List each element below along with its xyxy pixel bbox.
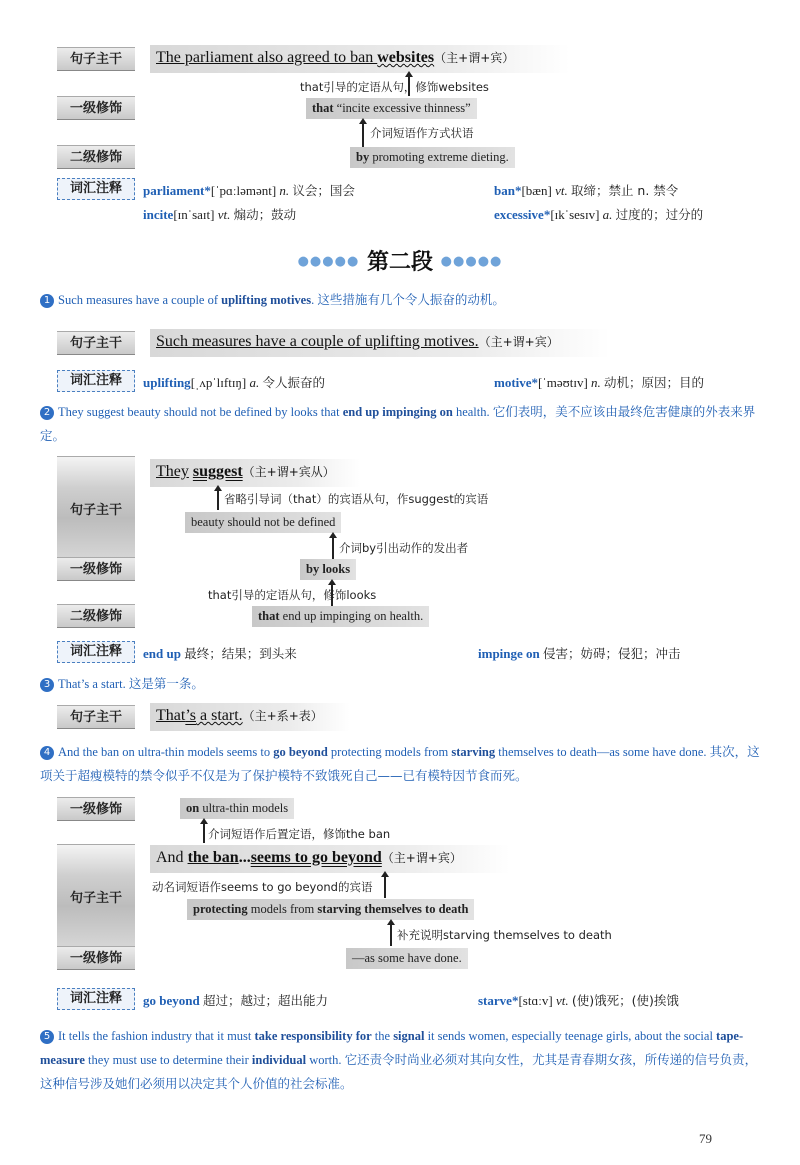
paragraph-sentence: 2 They suggest beauty should not be defined by looks that end up impinging on health. 它们表明，美不应该由最终危害健康的外表来界定。 (40, 404, 756, 443)
up-arrow-icon (217, 490, 219, 510)
modifier-chip: that “incite excessive thinness” (306, 98, 477, 119)
vocab-entry: incite[ɪnˈsaɪt] vt. 煽动；鼓动 (143, 207, 297, 222)
row-label-main: 句子主干 (57, 456, 135, 560)
sentence-number-badge: 4 (40, 746, 54, 760)
sentence-number-badge: 1 (40, 294, 54, 308)
vocab-entry: end up 最终；结果；到头来 (143, 646, 297, 661)
row-label-level1: 一级修饰 (57, 797, 135, 821)
row-label-level2: 二级修饰 (57, 604, 135, 628)
sentence-text: The parliament also agreed to ban (156, 49, 378, 66)
row-label-level1: 一级修饰 (57, 96, 135, 120)
analysis-note: 补充说明starving themselves to death (397, 928, 612, 942)
sentence-number-badge: 3 (40, 678, 54, 692)
up-arrow-icon (384, 876, 386, 898)
vocab-label: 词汇注释 (57, 988, 135, 1010)
up-arrow-icon (390, 924, 392, 946)
modifier-chip: by looks (300, 559, 356, 580)
vocab-entry: parliament*[ˈpɑːləmənt] n. 议会；国会 (143, 183, 355, 198)
sentence-structure: （主+谓+宾） (434, 51, 515, 65)
section-title: ●●●●● 第二段 ●●●●● (297, 250, 503, 275)
row-label-level1: 一级修饰 (57, 557, 135, 581)
row-label-level2: 二级修饰 (57, 145, 135, 169)
dots-decoration: ●●●●● (297, 254, 360, 269)
modifier-chip: that end up impinging on health. (252, 606, 429, 627)
modifier-chip: by promoting extreme dieting. (350, 147, 515, 168)
analysis-note: 省略引导词（that）的宾语从句，作suggest的宾语 (224, 492, 489, 506)
up-arrow-icon (203, 823, 205, 843)
up-arrow-icon (362, 123, 364, 147)
vocab-entry: excessive*[ɪkˈsesɪv] a. 过度的；过分的 (494, 207, 704, 222)
analysis-note: 介词短语作后置定语，修饰the ban (208, 827, 391, 841)
main-sentence: And the ban...seems to go beyond（主+谓+宾） (150, 845, 510, 873)
vocab-entry: ban*[bæn] vt. 取缔；禁止 n. 禁令 (494, 183, 679, 198)
modifier-chip: —as some have done. (346, 948, 468, 969)
analysis-note: that引导的定语从句，修饰websites (300, 80, 489, 94)
vocab-entry: starve*[stɑːv] vt. (使)饿死；(使)挨饿 (478, 993, 679, 1008)
vocab-label: 词汇注释 (57, 370, 135, 392)
sentence-number-badge: 5 (40, 1030, 54, 1044)
main-sentence: They suggest（主+谓+宾从） (150, 459, 360, 487)
row-label-main: 句子主干 (57, 844, 135, 948)
dots-decoration: ●●●●● (440, 254, 503, 269)
clause-chip: beauty should not be defined (185, 512, 341, 533)
paragraph-sentence: 5 It tells the fashion industry that it must take responsibility for the signal it sends women, especially teenage girls, about the social tape-measure they must use to determine their individual worth. 它还责令时尚业必须对其向女性，尤其是青春期女孩，所传递的信号负责，这种信号涉及她们必须用以决定其个人价值的社会标准。 (40, 1029, 758, 1091)
sentence-key: websites (377, 49, 435, 66)
row-label-level1: 一级修饰 (57, 946, 135, 970)
modifier-chip: on ultra-thin models (180, 798, 294, 819)
clause-chip: protecting models from starving themselves to death (187, 899, 474, 920)
vocab-label: 词汇注释 (57, 178, 135, 200)
main-sentence: Such measures have a couple of uplifting motives.（主+谓+宾） (150, 329, 610, 357)
vocab-label: 词汇注释 (57, 641, 135, 663)
vocab-entry: impinge on 侵害；妨碍；侵犯；冲击 (478, 646, 681, 661)
paragraph-sentence: 1 Such measures have a couple of uplifting motives. 这些措施有几个令人振奋的动机。 (40, 288, 760, 312)
page-number: 79 (699, 1131, 712, 1146)
main-sentence (150, 45, 570, 73)
row-label-main: 句子主干 (57, 331, 135, 355)
paragraph-sentence: 3 That’s a start. 这是第一条。 (40, 672, 760, 696)
vocab-entry: uplifting[ˌʌpˈlɪftɪŋ] a. 令人振奋的 (143, 375, 325, 390)
analysis-note: 介词短语作方式状语 (370, 126, 474, 140)
paragraph-sentence: 4 And the ban on ultra-thin models seems to go beyond protecting models from starving themselves to death—as some have done. 其次，这项关于超瘦模特的禁令似乎不仅是为了保护模特不致饿死自己——已有模特因节食而死。 (40, 744, 760, 783)
up-arrow-icon (332, 537, 334, 559)
sentence-number-badge: 2 (40, 406, 54, 420)
main-sentence: That’s a start.（主+系+表） (150, 703, 350, 731)
vocab-entry: go beyond 超过；越过；超出能力 (143, 993, 328, 1008)
analysis-note: 介词by引出动作的发出者 (339, 541, 469, 555)
analysis-note: that引导的定语从句，修饰looks (208, 588, 377, 602)
row-label-main: 句子主干 (57, 47, 135, 71)
vocab-entry: motive*[ˈməʊtɪv] n. 动机；原因；目的 (494, 375, 705, 390)
analysis-note: 动名词短语作seems to go beyond的宾语 (152, 880, 373, 894)
row-label-main: 句子主干 (57, 705, 135, 729)
